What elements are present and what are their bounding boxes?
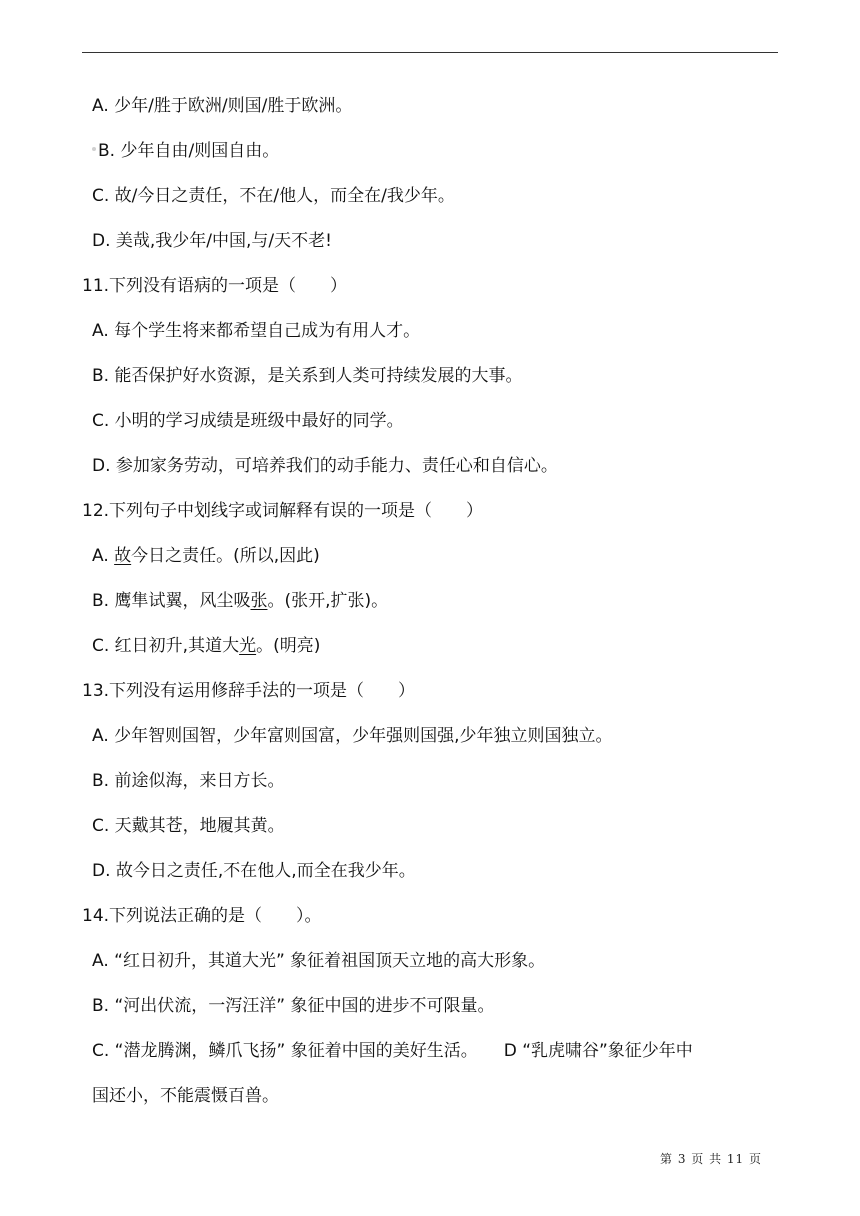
q14-option-b: B. “河出伏流，一泻汪洋” 象征中国的进步不可限量。 xyxy=(92,996,495,1016)
q10-option-d: D. 美哉,我少年/中国,与/天不老! xyxy=(92,231,332,251)
q13-option-c: C. 天戴其苍，地履其黄。 xyxy=(92,816,285,836)
q13-option-b: B. 前途似海，来日方长。 xyxy=(92,771,285,791)
q12-option-c xyxy=(82,624,782,669)
q12-option-c-suffix: 。(明亮) xyxy=(256,636,321,656)
q11-option-d: D. 参加家务劳动，可培养我们的动手能力、责任心和自信心。 xyxy=(92,456,558,476)
q12-option-a-prefix: A. xyxy=(92,546,115,566)
q11-option-a: A. 每个学生将来都希望自己成为有用人才。 xyxy=(92,321,421,341)
q11-option-c: C. 小明的学习成绩是班级中最好的同学。 xyxy=(92,411,404,431)
q12-option-b-prefix: B. 鹰隼试翼，风尘吸 xyxy=(92,591,251,611)
q12-option-a-underlined-word: 故 xyxy=(114,546,132,566)
q12-option-a-suffix: 今日之责任。(所以,因此) xyxy=(131,546,320,566)
page-number-footer: 第 3 页 共 11 页 xyxy=(660,1152,762,1166)
q14-option-c: C. “潜龙腾渊，鳞爪飞扬” 象征着中国的美好生活。 xyxy=(92,1041,478,1061)
q10-option-c: C. 故/今日之责任，不在/他人，而全在/我少年。 xyxy=(92,186,455,206)
q13-option-d: D. 故今日之责任,不在他人,而全在我少年。 xyxy=(92,861,416,881)
q12-option-c-prefix: C. 红日初升,其道大 xyxy=(92,636,240,656)
page-top-rule xyxy=(82,52,778,53)
q14-option-d-continuation: 国还小，不能震慑百兽。 xyxy=(92,1086,279,1106)
q14-option-c-and-d xyxy=(82,1029,782,1074)
margin-dot xyxy=(92,147,96,151)
q14-option-d-start: D “乳虎啸谷”象征少年中 xyxy=(503,1041,693,1061)
q11-stem: 11.下列没有语病的一项是（ ） xyxy=(82,276,348,296)
q14-option-a: A. “红日初升，其道大光” 象征着祖国顶天立地的高大形象。 xyxy=(92,951,546,971)
q12-option-a xyxy=(82,534,782,579)
q13-stem: 13.下列没有运用修辞手法的一项是（ ） xyxy=(82,681,416,701)
document-body xyxy=(82,84,782,1119)
q10-option-b xyxy=(82,129,782,174)
q12-option-b-underlined-word: 张 xyxy=(250,591,268,611)
q11-option-b: B. 能否保护好水资源，是关系到人类可持续发展的大事。 xyxy=(92,366,523,386)
q10-option-a: A. 少年/胜于欧洲/则国/胜于欧洲。 xyxy=(92,96,353,116)
q12-option-b-suffix: 。(张开,扩张)。 xyxy=(267,591,389,611)
q12-option-c-underlined-word: 光 xyxy=(239,636,257,656)
q13-option-a: A. 少年智则国智，少年富则国富，少年强则国强,少年独立则国独立。 xyxy=(92,726,613,746)
q12-stem: 12.下列句子中划线字或词解释有误的一项是（ ） xyxy=(82,501,484,521)
q12-option-b xyxy=(82,579,782,624)
q10-option-b-text: B. 少年自由/则国自由。 xyxy=(98,141,280,161)
q14-stem: 14.下列说法正确的是（ ）。 xyxy=(82,906,322,926)
